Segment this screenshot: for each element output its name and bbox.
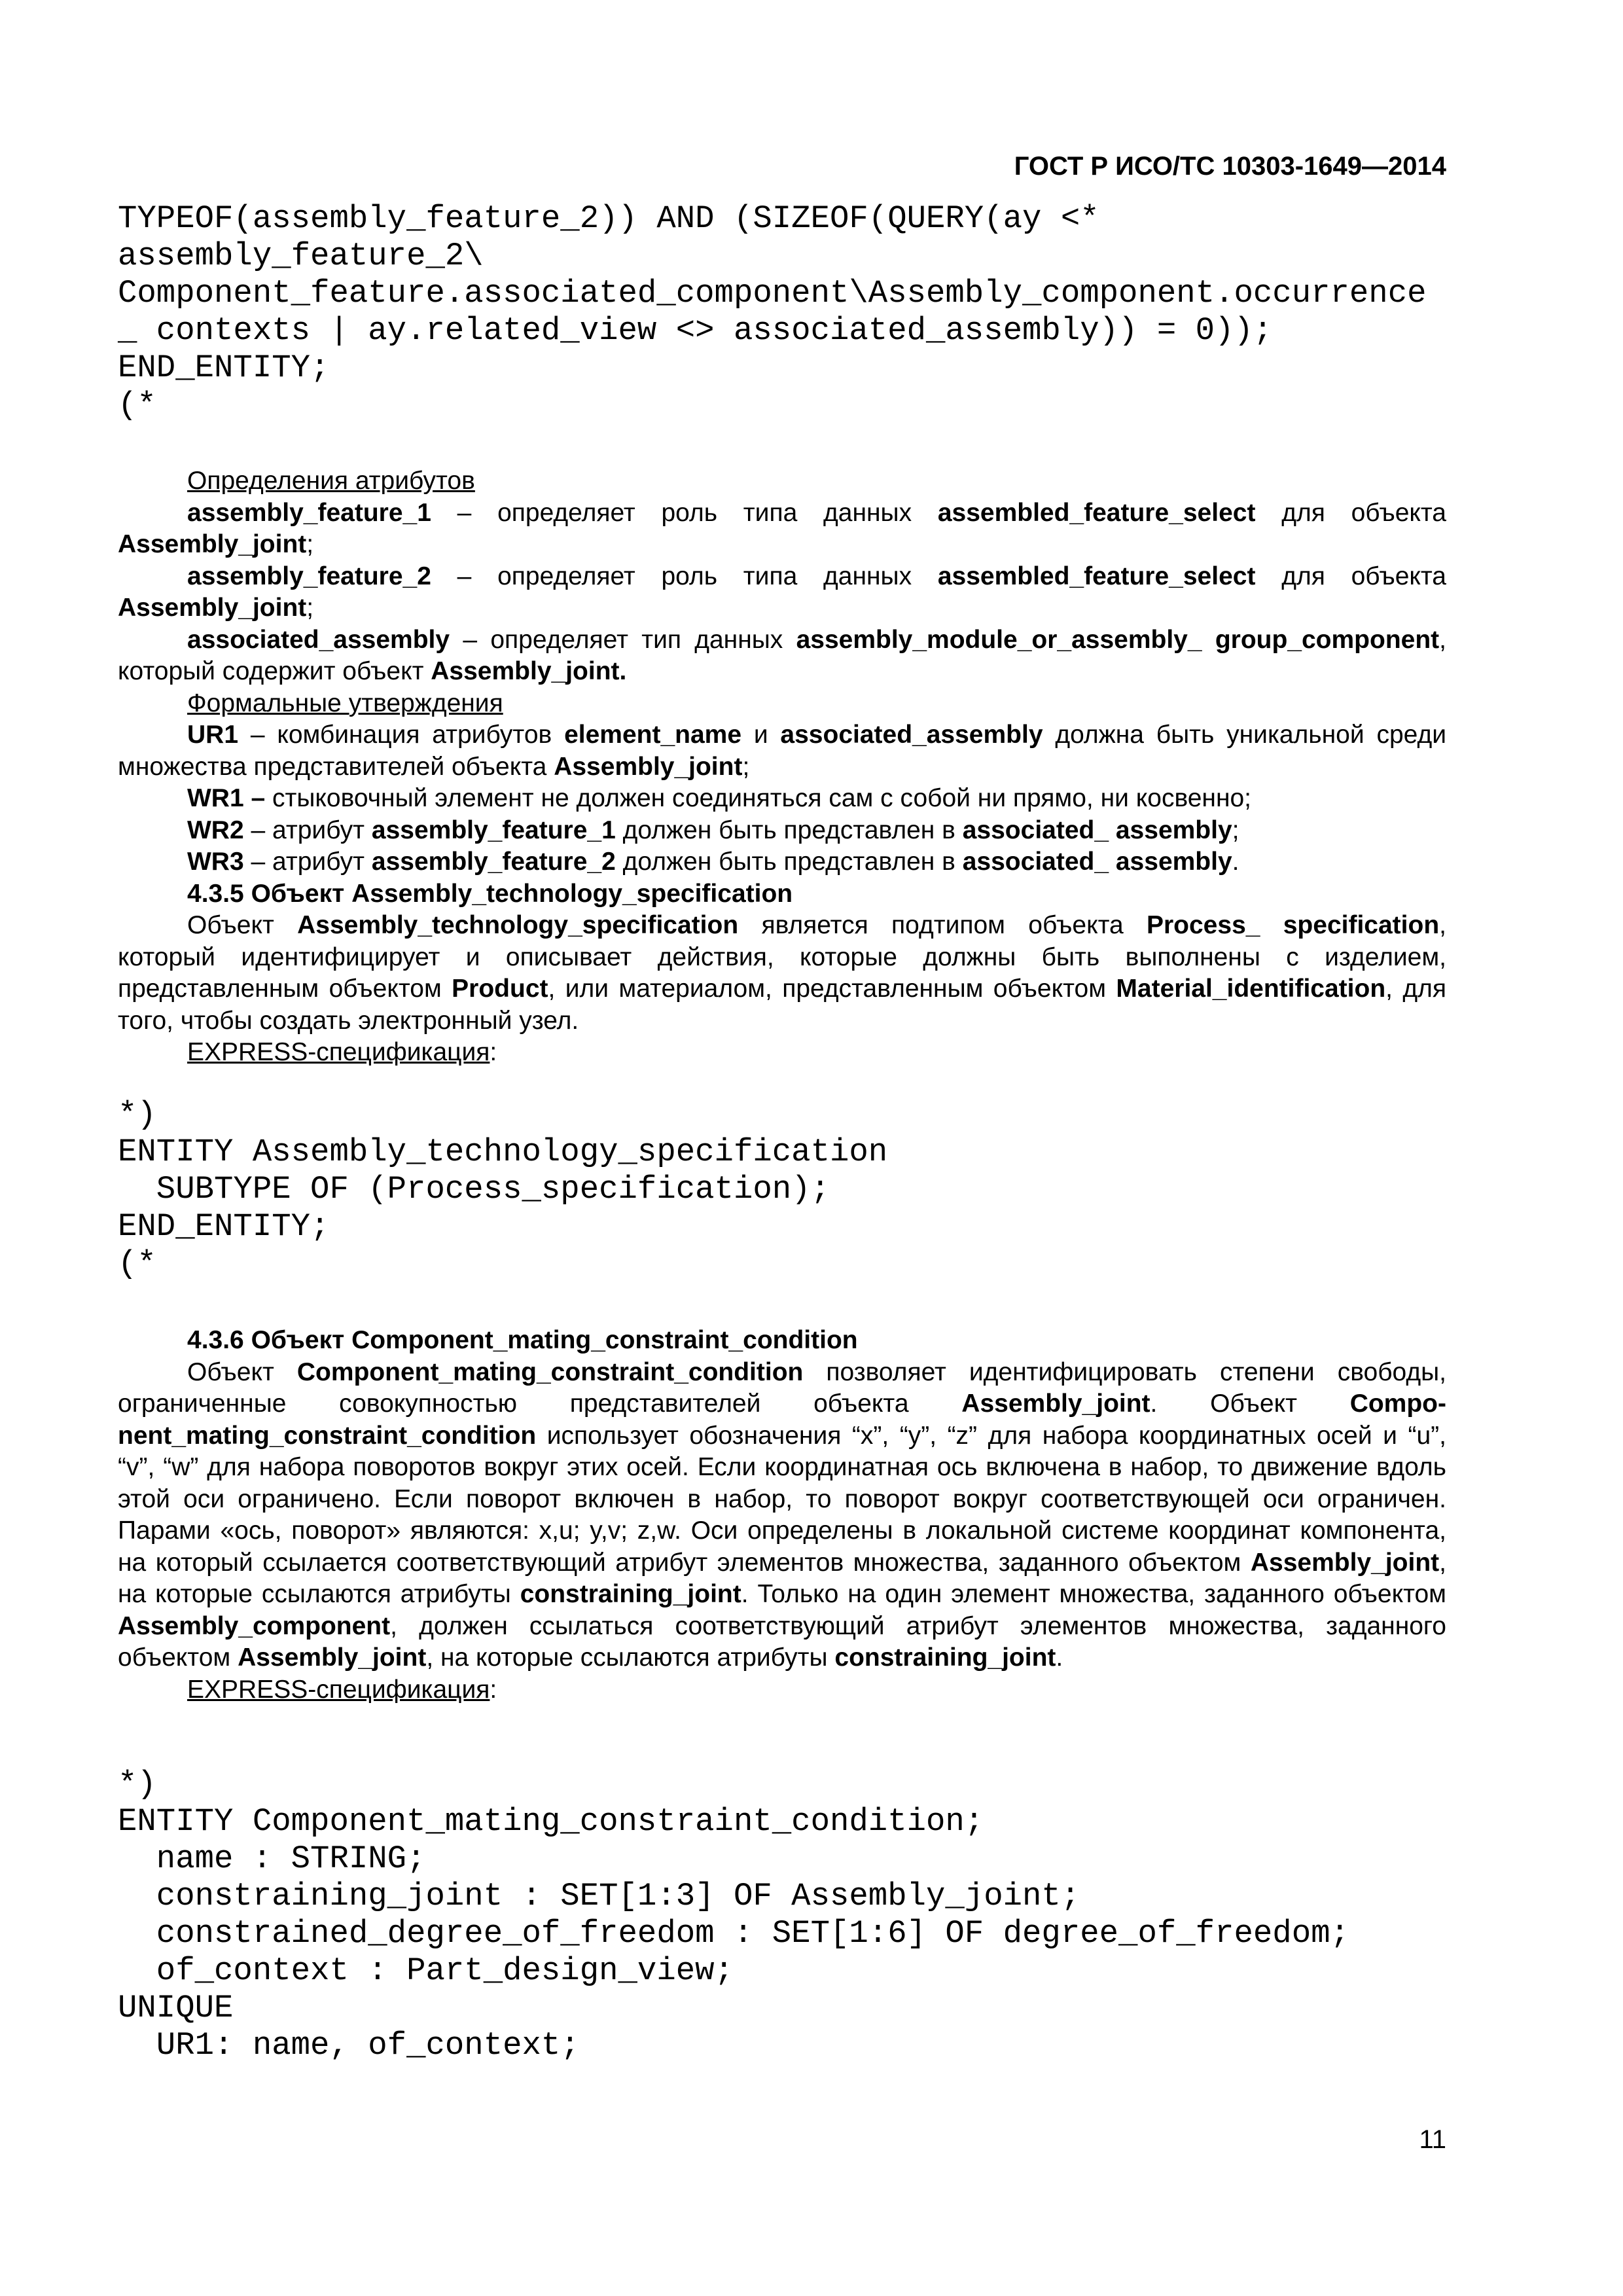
code-line: END_ENTITY;: [118, 1208, 330, 1245]
code-line: SUBTYPE OF (Process_specification);: [118, 1171, 830, 1208]
code-line: constrained_degree_of_freedom : SET[1:6] OF degree_of_freedom;: [118, 1915, 1349, 1952]
express-label: EXPRESS-спецификация:: [187, 1038, 497, 1066]
code-line: END_ENTITY;: [118, 350, 330, 386]
code-line: *): [118, 1766, 156, 1803]
rule-wr3: WR3 – атрибут assembly_feature_2 должен быть представлен в associated_ assembly.: [187, 848, 1240, 876]
code-line: ENTITY Component_mating_constraint_condition;: [118, 1803, 984, 1840]
code-line: ENTITY Assembly_technology_specification: [118, 1134, 888, 1170]
paragraph-4-3-6: Объект Component_mating_constraint_condition позволяет идентифицировать степени свободы, ограниченные совокупностью представителей объекта Assembly_joint. Объект Component_mating_constraint_condition использует обозначения “x”, “y”, “z” для набора координатных осей и “u”, “v”, “w” для набора поворотов вокруг этих осей. Если координатная ось включена в набор, то движение вдоль этой оси ограничено. Если поворот включен в набор, то поворот вокруг соответствующей оси ограничен. Парами «ось, поворот» являются: x,u; y,v; z,w. Оси определены в локальной системе координат компонента, на который ссылается соответствующий атрибут элементов множества, заданного объектом Assembly_joint, на которые ссылаются атрибуты constraining_joint. Только на один элемент множества, заданного объектом Assembly_component, должен ссылаться соответствующий атрибут элементов множества, заданного объектом Assembly_joint, на которые ссылаются атрибуты constraining_joint.: [118, 1357, 1446, 1672]
code-line: (*: [118, 387, 156, 423]
express-label: EXPRESS-спецификация:: [187, 1675, 497, 1704]
attribute-definition: associated_assembly – определяет тип данных assembly_module_or_assembly_ group_component, который содержит объект Assembly_joint.: [118, 625, 1446, 685]
code-line: Component_feature.associated_component\Assembly_component.occurrence: [118, 275, 1427, 312]
page-number: 11: [1419, 2125, 1446, 2154]
rule-wr2: WR2 – атрибут assembly_feature_1 должен быть представлен в associated_ assembly;: [187, 816, 1240, 844]
attribute-definition: assembly_feature_1 – определяет роль типа данных assembled_feature_select для объекта Assembly_joint;: [118, 498, 1446, 558]
section-heading-4-3-6: 4.3.6 Объект Component_mating_constraint_condition: [187, 1326, 858, 1354]
rule-wr1: WR1 – стыковочный элемент не должен соединяться сам с собой ни прямо, ни косвенно;: [187, 784, 1252, 812]
code-line: TYPEOF(assembly_feature_2)) AND (SIZEOF(QUERY(ay <*: [118, 200, 1099, 237]
code-line: (*: [118, 1246, 156, 1282]
code-line: constraining_joint : SET[1:3] OF Assembly_joint;: [118, 1878, 1080, 1914]
text-section-2: [118, 1325, 1446, 1706]
express-code-block-3: [118, 1766, 1349, 2064]
code-line: UR1: name, of_context;: [118, 2027, 580, 2064]
code-line: _ contexts | ay.related_view <> associated_assembly)) = 0));: [118, 312, 1273, 349]
express-code-block-1: [118, 200, 1427, 424]
attribute-definition: assembly_feature_2 – определяет роль типа данных assembled_feature_select для объекта Assembly_joint;: [118, 562, 1446, 622]
code-line: name : STRING;: [118, 1840, 426, 1877]
standard-header: ГОСТ Р ИСО/ТС 10303-1649—2014: [1014, 152, 1446, 181]
rules-heading: Формальные утверждения: [187, 689, 503, 717]
rule-ur1: UR1 – комбинация атрибутов element_name и associated_assembly должна быть уникальной среди множества представителей объекта Assembly_joint;: [118, 721, 1447, 781]
code-line: of_context : Part_design_view;: [118, 1952, 734, 1989]
text-section-1: [118, 465, 1446, 1069]
code-line: assembly_feature_2\: [118, 238, 484, 274]
paragraph-4-3-5: Объект Assembly_technology_specification является подтипом объекта Process_ specification, который идентифицирует и описывает действия, которые должны быть выполнены с изделием, представленным объектом Product, или материалом, представленным объектом Material_identification, для того, чтобы создать электронный узел.: [118, 911, 1446, 1035]
attributes-heading: Определения атрибутов: [187, 467, 475, 495]
section-heading-4-3-5: 4.3.5 Объект Assembly_technology_specification: [187, 879, 793, 908]
code-line: UNIQUE: [118, 1990, 234, 2026]
code-line: *): [118, 1096, 156, 1133]
express-code-block-2: [118, 1096, 887, 1283]
